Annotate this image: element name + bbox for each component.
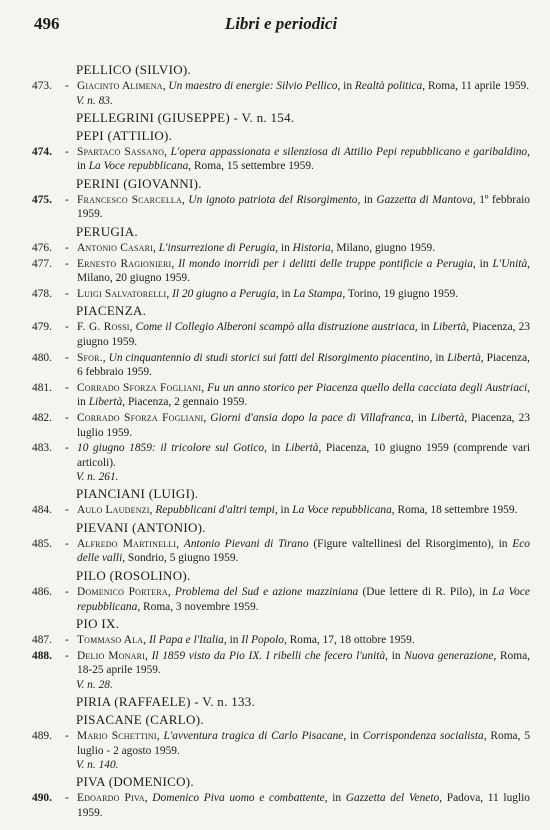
- entry-number: 473.: [32, 80, 52, 92]
- bibliography-entry: [32, 241, 530, 256]
- entry-extra: (Due lettere di R. Pilo): [358, 586, 473, 599]
- entry-publication: La Stampa: [293, 287, 343, 300]
- bibliography-list: [32, 60, 530, 820]
- page-number: 496: [34, 14, 60, 33]
- entry-dash: -: [65, 586, 69, 599]
- entry-author: Alfredo Martinelli: [77, 537, 177, 550]
- entry-publication: Nuova generazione: [404, 649, 494, 662]
- bibliography-entry: [32, 585, 530, 614]
- bibliography-entry: [32, 287, 530, 302]
- entry-details: , Milano, giugno 1959.: [330, 241, 436, 254]
- entry-number: 484.: [32, 504, 52, 517]
- entry-dash: -: [65, 504, 69, 517]
- bibliography-entry: [32, 79, 530, 94]
- entry-details: , Roma, 18 settembre 1959.: [391, 504, 518, 517]
- entry-dash: -: [65, 241, 69, 254]
- entry-publication: La Voce repubblicana: [292, 504, 392, 517]
- entry-publication: Eco delle valli: [77, 537, 531, 565]
- page-header: [34, 14, 528, 38]
- subject-heading: PERINI (GIOVANNI).: [76, 175, 202, 191]
- entry-publication: Il Popolo: [241, 634, 284, 647]
- entry-text: Sfor., Un cinquantennio di studi storici sui fatti del Risorgimento piacentino, in Libertà, Piacenza, 6 febbraio 1959.: [77, 351, 530, 379]
- entry-title: Fu un anno storico per Piacenza quello della cacciata degli Austriaci: [207, 381, 528, 394]
- entry-text: Aulo Laudenzi, Repubblicani d'altri tempi, in La Voce repubblicana, Roma, 18 settembre 1959.: [77, 504, 518, 517]
- entry-details: , Torino, 19 giugno 1959.: [342, 287, 459, 300]
- entry-text: Giacinto Alimena, Un maestro di energie: Silvio Pellico, in Realtà politica, Roma, 11 aprile 1959.: [77, 80, 530, 92]
- entry-author: Tommaso Ala: [77, 634, 144, 647]
- entry-publication: Libertà: [284, 442, 319, 455]
- entry-details: , Roma, 18-25 aprile 1959.: [77, 649, 531, 677]
- entry-author: Aulo Laudenzi: [77, 504, 150, 517]
- entry-dash: -: [65, 257, 69, 270]
- entry-text: 10 giugno 1859: il tricolore sul Gotico, in Libertà, Piacenza, 10 giugno 1959 (comprende vari articoli).: [77, 442, 531, 469]
- entry-details: , 1º febbraio 1959.: [77, 193, 530, 221]
- bibliography-entry: [32, 633, 530, 648]
- entry-dash: -: [65, 730, 69, 743]
- entry-details: , Piacenza, 6 febbraio 1959.: [77, 351, 530, 379]
- entry-title: Giorni d'ansia dopo la pace di Villafranca: [210, 411, 411, 424]
- bibliography-entry: [32, 257, 530, 286]
- entry-text: Delio Monari, Il 1859 visto da Pio IX. I ribelli che fecero l'unità, in Nuova generazione, Roma, 18-25 aprile 1959.: [77, 649, 531, 677]
- subject-heading: PIACENZA.: [76, 303, 147, 319]
- entry-title: Un maestro di energie: Silvio Pellico: [168, 80, 338, 92]
- bibliography-entry: [32, 193, 530, 222]
- entry-text: Domenico Portera, Problema del Sud e azione mazziniana (Due lettere di R. Pilo), in La Voce repubblicana, Roma, 3 novembre 1959.: [77, 586, 530, 613]
- entry-dash: -: [65, 792, 69, 805]
- subject-heading: PELLEGRINI (GIUSEPPE) - V. n. 154.: [76, 109, 295, 125]
- entry-title: Antonio Pievani di Tirano: [183, 537, 309, 550]
- entry-title: Domenico Piva uomo e combattente: [152, 792, 325, 805]
- running-title: Libri e periodici: [224, 14, 338, 33]
- entry-title: Il Papa e l'Italia: [148, 634, 224, 647]
- entry-number: 476.: [32, 241, 52, 254]
- entry-number: 486.: [32, 586, 52, 599]
- entry-author: Sfor.: [77, 351, 103, 364]
- subject-heading: PERUGIA.: [76, 223, 138, 239]
- subject-heading: PIO IX.: [76, 616, 120, 632]
- entry-title: L'opera appassionata e silenziosa di Attilio Pepi repubblicano e garibaldino: [170, 145, 528, 158]
- entry-author: Francesco Scarcella: [77, 193, 182, 206]
- bibliography-entry: [32, 791, 530, 820]
- cross-reference: V. n. 261.: [76, 471, 119, 484]
- entry-text: Luigi Salvatorelli, Il 20 giugno a Perugia, in La Stampa, Torino, 19 giugno 1959.: [77, 287, 459, 300]
- entry-text: Corrado Sforza Fogliani, Giorni d'ansia dopo la pace di Villafranca, in Libertà, Piacenza, 23 luglio 1959.: [77, 411, 530, 439]
- bibliography-entry: [32, 649, 530, 678]
- entry-publication: L'Unità: [492, 257, 528, 270]
- entry-number: 490.: [32, 792, 52, 805]
- entry-dash: -: [65, 634, 69, 647]
- bibliography-entry: [32, 729, 530, 758]
- entry-number: 479.: [32, 321, 52, 334]
- entry-text: Tommaso Ala, Il Papa e l'Italia, in Il Popolo, Roma, 17, 18 ottobre 1959.: [77, 634, 415, 647]
- entry-author: Luigi Salvatorelli: [77, 287, 167, 300]
- entry-author: Domenico Portera: [77, 586, 168, 599]
- bibliography-entry: [32, 351, 530, 380]
- entry-dash: -: [65, 442, 69, 455]
- entry-dash: -: [65, 381, 69, 394]
- bibliography-entry: [32, 320, 530, 349]
- subject-heading: PILO (ROSOLINO).: [76, 568, 191, 584]
- subject-heading: PISACANE (CARLO).: [76, 712, 204, 728]
- entry-number: 485.: [32, 537, 52, 550]
- entry-publication: Gazzetta del Veneto: [345, 792, 440, 805]
- entry-author: Mario Schettini: [77, 730, 157, 743]
- bibliography-entry: [32, 411, 530, 440]
- entry-text: Mario Schettini, L'avventura tragica di Carlo Pisacane, in Corrispondenza socialista, Roma, 5 luglio - 2 agosto 1959.: [77, 730, 531, 757]
- cross-reference: V. n. 83.: [76, 94, 113, 107]
- entry-details: , Roma, 5 luglio - 2 agosto 1959.: [77, 730, 531, 757]
- cross-reference: V. n. 28.: [76, 679, 113, 692]
- subject-heading: PIANCIANI (LUIGI).: [76, 486, 199, 502]
- entry-number: 474.: [32, 145, 52, 158]
- entry-dash: -: [65, 321, 69, 334]
- bibliography-entry: [32, 145, 530, 174]
- entry-title: L'avventura tragica di Carlo Pisacane: [163, 730, 344, 743]
- entry-publication: Libertà: [430, 411, 465, 424]
- subject-heading: PIEVANI (ANTONIO).: [76, 519, 206, 535]
- entry-author: Delio Monari: [77, 649, 146, 662]
- entry-publication: Libertà: [447, 351, 481, 364]
- entry-number: 487.: [32, 634, 52, 647]
- entry-details: , Piacenza, 2 gennaio 1959.: [122, 396, 248, 409]
- entry-publication: La Voce repubblicana: [88, 160, 189, 173]
- entry-title: Un ignoto patriota del Risorgimento: [188, 193, 358, 206]
- entry-title: Un cinquantennio di studi storici sui fatti del Risorgimento piacentino: [108, 351, 430, 364]
- entry-dash: -: [65, 351, 69, 364]
- entry-publication: Corrispondenza socialista: [362, 730, 484, 743]
- entry-number: 481.: [32, 381, 52, 394]
- entry-publication: Realtà politica: [354, 80, 423, 92]
- entry-title: Il 20 giugno a Perugia: [172, 287, 276, 300]
- entry-author: Giacinto Alimena: [77, 80, 163, 92]
- entry-text: Corrado Sforza Fogliani, Fu un anno storico per Piacenza quello della cacciata degli Austriaci, in Libertà, Piacenza, 2 gennaio 1959.: [77, 381, 530, 409]
- entry-title: L'insurrezione di Perugia: [158, 241, 276, 254]
- entry-text: Francesco Scarcella, Un ignoto patriota del Risorgimento, in Gazzetta di Mantova, 1º febbraio 1959.: [77, 193, 530, 221]
- bibliography-entry: [32, 381, 530, 410]
- bibliography-entry: [32, 537, 530, 566]
- entry-details: , Piacenza, 10 giugno 1959 (comprende vari articoli).: [77, 442, 531, 469]
- entry-author: F. G. Rossi: [77, 321, 130, 334]
- entry-number: 483.: [32, 442, 52, 455]
- entry-number: 477.: [32, 257, 52, 270]
- entry-author: Ernesto Ragionieri: [77, 257, 172, 270]
- entry-text: Spartaco Sassano, L'opera appassionata e silenziosa di Attilio Pepi repubblicano e garibaldino, in La Voce repubblicana, Roma, 15 settembre 1959.: [77, 145, 530, 173]
- entry-title: 10 giugno 1859: il tricolore sul Gotico: [77, 442, 265, 455]
- entry-publication: Libertà: [432, 321, 467, 334]
- entry-author: Antonio Casari: [77, 241, 153, 254]
- entry-details: , Sondrio, 5 giugno 1959.: [122, 552, 239, 565]
- entry-author: Corrado Sforza Fogliani: [77, 381, 202, 394]
- entry-text: Edoardo Piva, Domenico Piva uomo e combattente, in Gazzetta del Veneto, Padova, 11 luglio 1959.: [77, 792, 530, 819]
- entry-dash: -: [65, 537, 69, 550]
- entry-publication: Gazzetta di Mantova: [376, 193, 473, 206]
- entry-details: , Padova, 11 luglio 1959.: [77, 792, 530, 819]
- entry-dash: -: [65, 193, 69, 206]
- entry-details: , Milano, 20 giugno 1959.: [77, 257, 531, 285]
- entry-number: 488.: [32, 649, 52, 662]
- entry-author: Corrado Sforza Fogliani: [77, 411, 204, 424]
- entry-publication: La Voce repubblicana: [77, 586, 530, 613]
- entry-dash: -: [65, 145, 69, 158]
- entry-author: Edoardo Piva: [77, 792, 145, 805]
- entry-title: Problema del Sud e azione mazziniana: [174, 586, 359, 599]
- entry-text: Ernesto Ragionieri, Il mondo inorridì per i delitti delle truppe pontificie a Perugia, in L'Unità, Milano, 20 giugno 1959.: [77, 257, 531, 285]
- entry-title: Repubblicani d'altri tempi: [155, 504, 275, 517]
- entry-details: , Roma, 15 settembre 1959.: [188, 160, 314, 173]
- entry-details: , Roma, 17, 18 ottobre 1959.: [284, 634, 415, 647]
- entry-details: , Piacenza, 23 giugno 1959.: [77, 321, 530, 348]
- entry-text: F. G. Rossi, Come il Collegio Alberoni scampò alla distruzione austriaca, in Libertà, Piacenza, 23 giugno 1959.: [77, 321, 530, 348]
- entry-publication: Historia: [292, 241, 331, 254]
- entry-details: , Roma, 11 aprile 1959.: [422, 80, 530, 92]
- entry-details: , Roma, 3 novembre 1959.: [137, 600, 259, 613]
- entry-number: 482.: [32, 411, 52, 424]
- entry-dash: -: [65, 287, 69, 300]
- bibliography-entry: [32, 503, 530, 518]
- subject-heading: PIRIA (RAFFAELE) - V. n. 133.: [76, 694, 256, 710]
- entry-text: Alfredo Martinelli, Antonio Pievani di Tirano (Figure valtellinesi del Risorgimento), in Eco delle valli, Sondrio, 5 giugno 1959.: [77, 537, 531, 565]
- entry-title: Come il Collegio Alberoni scampò alla distruzione austriaca: [135, 321, 415, 334]
- bibliography-entry: [32, 441, 530, 470]
- cross-reference: V. n. 140.: [76, 759, 119, 772]
- subject-heading: PELLICO (SILVIO).: [76, 62, 192, 77]
- subject-heading: PIVA (DOMENICO).: [76, 774, 194, 790]
- entry-number: 489.: [32, 730, 52, 743]
- entry-dash: -: [65, 80, 69, 92]
- entry-number: 478.: [32, 287, 52, 300]
- entry-number: 480.: [32, 351, 52, 364]
- entry-text: Antonio Casari, L'insurrezione di Perugia, in Historia, Milano, giugno 1959.: [77, 241, 436, 254]
- entry-dash: -: [65, 649, 69, 662]
- subject-heading: PEPI (ATTILIO).: [76, 127, 173, 143]
- entry-extra: (Figure valtellinesi del Risorgimento): [308, 537, 491, 550]
- entry-title: Il mondo inorridì per i delitti delle truppe pontificie a Perugia: [178, 257, 473, 270]
- entry-details: , Piacenza, 23 luglio 1959.: [77, 411, 530, 439]
- entry-title: Il 1859 visto da Pio IX. I ribelli che fecero l'unità: [151, 649, 386, 662]
- entry-number: 475.: [32, 193, 52, 206]
- entry-dash: -: [65, 411, 69, 424]
- entry-publication: Libertà: [88, 396, 123, 409]
- entry-author: Spartaco Sassano: [77, 145, 165, 158]
